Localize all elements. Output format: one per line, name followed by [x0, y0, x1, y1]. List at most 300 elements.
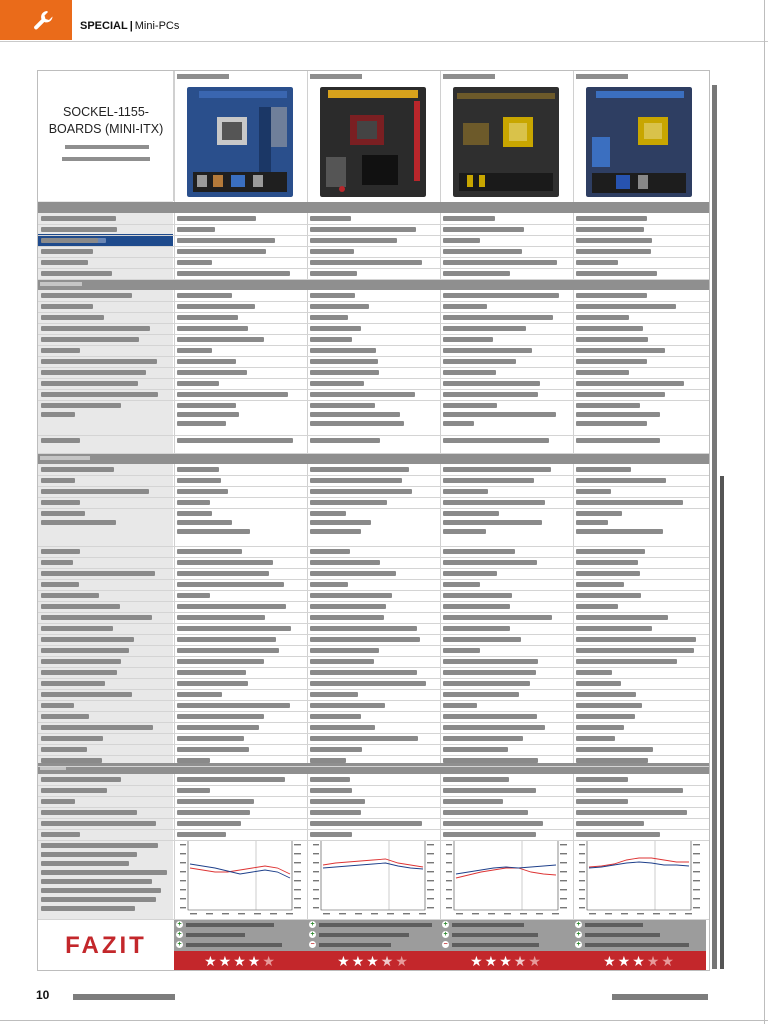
- text-placeholder: [310, 648, 379, 653]
- text-placeholder: [177, 529, 250, 534]
- graph-tick-label: [427, 889, 434, 890]
- column-divider: [307, 201, 308, 919]
- text-placeholder: [41, 626, 113, 631]
- row-divider: [38, 378, 710, 379]
- graph-tick-label: [536, 913, 543, 914]
- text-placeholder: [576, 381, 684, 386]
- text-placeholder: [41, 637, 134, 642]
- graph-tick-label: [669, 913, 676, 914]
- text-placeholder: [310, 615, 384, 620]
- text-placeholder: [41, 560, 73, 565]
- text-placeholder: [41, 304, 93, 309]
- text-placeholder: [443, 615, 552, 620]
- text-placeholder: [177, 478, 221, 483]
- text-placeholder: [41, 348, 80, 353]
- graph-tick-label: [323, 913, 330, 914]
- text-placeholder: [319, 943, 391, 947]
- graph-tick-label: [180, 898, 186, 899]
- text-placeholder: [177, 337, 264, 342]
- graph-tick-label: [504, 913, 511, 914]
- verdict-point: [174, 920, 307, 930]
- text-placeholder: [177, 238, 275, 243]
- star-icon: ★: [603, 953, 618, 969]
- text-placeholder: [576, 511, 622, 516]
- graph-tick-label: [294, 844, 301, 845]
- graph-tick-label: [446, 889, 452, 890]
- text-placeholder: [41, 359, 157, 364]
- performance-graph: [444, 838, 568, 918]
- text-placeholder: [177, 714, 264, 719]
- text-placeholder: [41, 843, 139, 848]
- row-divider: [38, 623, 710, 624]
- verdict-point: [307, 920, 440, 930]
- product-header: [440, 71, 573, 201]
- graph-tick-label: [579, 898, 585, 899]
- text-placeholder: [443, 271, 510, 276]
- graph-tick-label: [579, 871, 585, 872]
- graph-tick-label: [313, 898, 319, 899]
- product-name: [576, 74, 628, 79]
- text-placeholder: [177, 593, 210, 598]
- text-placeholder: [443, 238, 480, 243]
- graph-tick-label: [294, 880, 301, 881]
- text-placeholder: [310, 529, 361, 534]
- text-placeholder: [585, 943, 689, 947]
- text-placeholder: [177, 659, 264, 664]
- text-placeholder: [177, 467, 219, 472]
- graph-tick-label: [446, 844, 452, 845]
- star-icon: ★: [247, 953, 263, 969]
- text-placeholder: [443, 370, 496, 375]
- text-placeholder: [576, 703, 642, 708]
- text-placeholder: [576, 788, 683, 793]
- text-placeholder: [443, 359, 516, 364]
- row-divider: [38, 601, 710, 602]
- column-divider: [573, 201, 574, 919]
- row-divider: [38, 224, 710, 225]
- footer-bar: [73, 994, 175, 1000]
- graph-tick-label: [313, 844, 319, 845]
- text-placeholder: [443, 810, 528, 815]
- graph-tick-label: [180, 871, 186, 872]
- graph-tick-label: [294, 898, 301, 899]
- row-divider: [38, 557, 710, 558]
- star-icon: ★: [646, 953, 662, 969]
- text-placeholder: [443, 249, 522, 254]
- text-placeholder: [177, 381, 219, 386]
- text-placeholder: [443, 348, 532, 353]
- text-placeholder: [41, 271, 112, 276]
- text-placeholder: [41, 478, 75, 483]
- text-placeholder: [443, 500, 545, 505]
- text-placeholder: [576, 571, 640, 576]
- page-number: 10: [36, 988, 50, 1002]
- text-placeholder: [576, 758, 648, 763]
- text-placeholder: [443, 692, 519, 697]
- star-icon: ★: [380, 953, 396, 969]
- section-header-row: [38, 453, 710, 464]
- text-placeholder: [310, 571, 396, 576]
- text-placeholder: [177, 560, 273, 565]
- text-placeholder: [310, 304, 369, 309]
- text-placeholder: [177, 216, 256, 221]
- graph-tick-label: [270, 913, 277, 914]
- header-rule: [0, 41, 768, 42]
- text-placeholder: [41, 260, 88, 265]
- performance-graph: [178, 838, 302, 918]
- row-divider: [38, 257, 710, 258]
- text-placeholder: [177, 626, 291, 631]
- text-placeholder: [41, 326, 150, 331]
- text-placeholder: [576, 777, 628, 782]
- text-placeholder: [576, 403, 640, 408]
- graph-tick-label: [313, 853, 319, 854]
- row-divider: [38, 301, 710, 302]
- text-placeholder: [443, 571, 497, 576]
- performance-graph: [577, 838, 701, 918]
- text-placeholder: [177, 227, 215, 232]
- row-divider: [38, 829, 710, 830]
- graph-tick-label: [294, 907, 301, 908]
- plus-icon: +: [576, 931, 581, 938]
- text-placeholder: [41, 582, 79, 587]
- star-rating: [174, 951, 307, 971]
- text-placeholder: [310, 227, 416, 232]
- graph-tick-label: [560, 907, 567, 908]
- verdict-label: FAZIT: [65, 932, 147, 959]
- text-placeholder: [576, 821, 644, 826]
- page-edge-right: [764, 0, 765, 1024]
- graph-tick-label: [238, 913, 245, 914]
- graph-tick-label: [560, 880, 567, 881]
- text-placeholder: [443, 560, 537, 565]
- graph-tick-label: [693, 844, 700, 845]
- section-label: [40, 282, 82, 286]
- text-placeholder: [576, 216, 647, 221]
- text-placeholder: [310, 370, 379, 375]
- graph-tick-label: [488, 913, 495, 914]
- graph-tick-label: [579, 907, 585, 908]
- column-divider: [440, 201, 441, 919]
- text-placeholder: [576, 832, 660, 837]
- text-placeholder: [177, 604, 286, 609]
- comparison-table: [37, 70, 710, 971]
- text-placeholder: [177, 520, 232, 525]
- star-icon: ★: [395, 953, 410, 969]
- text-placeholder: [41, 549, 80, 554]
- text-placeholder: [310, 392, 415, 397]
- row-divider: [38, 235, 710, 236]
- text-placeholder: [310, 692, 358, 697]
- text-placeholder: [310, 337, 352, 342]
- text-placeholder: [576, 670, 612, 675]
- text-placeholder: [177, 392, 288, 397]
- verdict-column: [440, 919, 573, 971]
- star-icon: ★: [351, 953, 367, 969]
- text-placeholder: [443, 725, 545, 730]
- text-placeholder: [177, 359, 236, 364]
- product-name: [443, 74, 495, 79]
- graph-tick-label: [294, 889, 301, 890]
- text-placeholder: [41, 888, 161, 893]
- text-placeholder: [41, 648, 129, 653]
- minus-icon: −: [310, 941, 315, 948]
- text-placeholder: [310, 777, 350, 782]
- text-placeholder: [576, 370, 629, 375]
- side-bar: [720, 476, 724, 969]
- text-placeholder: [443, 681, 530, 686]
- text-placeholder: [576, 520, 608, 525]
- graph-tick-label: [560, 844, 567, 845]
- text-placeholder: [41, 747, 87, 752]
- text-placeholder: [310, 216, 351, 221]
- text-placeholder: [177, 703, 290, 708]
- text-placeholder: [41, 714, 89, 719]
- text-placeholder: [443, 337, 493, 342]
- text-placeholder: [443, 659, 538, 664]
- text-placeholder: [576, 799, 628, 804]
- text-placeholder: [177, 421, 226, 426]
- text-placeholder: [41, 788, 107, 793]
- graph-tick-label: [254, 913, 261, 914]
- star-icon: ★: [632, 953, 647, 969]
- text-placeholder: [41, 315, 104, 320]
- text-placeholder: [310, 381, 364, 386]
- text-placeholder: [443, 747, 508, 752]
- graph-series-red: [190, 866, 290, 874]
- text-placeholder: [576, 249, 651, 254]
- text-placeholder: [41, 403, 121, 408]
- text-placeholder: [41, 615, 152, 620]
- row-divider: [38, 246, 710, 247]
- text-placeholder: [576, 500, 683, 505]
- text-placeholder: [41, 736, 103, 741]
- text-placeholder: [310, 788, 352, 793]
- star-rating: [440, 951, 573, 971]
- text-placeholder: [41, 370, 146, 375]
- plus-icon: +: [310, 931, 315, 938]
- text-placeholder: [576, 725, 624, 730]
- plus-icon: +: [443, 921, 448, 928]
- text-placeholder: [186, 923, 274, 927]
- text-placeholder: [576, 681, 621, 686]
- text-placeholder: [310, 293, 355, 298]
- text-placeholder: [310, 315, 348, 320]
- plus-icon: +: [443, 931, 448, 938]
- graph-tick-label: [560, 853, 567, 854]
- plus-icon: +: [177, 941, 182, 948]
- graph-tick-label: [579, 862, 585, 863]
- star-icon: ★: [218, 953, 234, 969]
- graph-tick-label: [371, 913, 378, 914]
- text-placeholder: [177, 810, 250, 815]
- graph-tick-label: [387, 913, 394, 914]
- text-placeholder: [576, 359, 647, 364]
- text-placeholder: [310, 478, 402, 483]
- section-header-row: [38, 202, 710, 213]
- graph-tick-label: [427, 907, 434, 908]
- star-icon: ★: [262, 953, 277, 969]
- text-placeholder: [443, 714, 537, 719]
- text-placeholder: [443, 260, 557, 265]
- graph-series-red: [589, 858, 689, 867]
- text-placeholder: [310, 832, 352, 837]
- row-divider: [38, 807, 710, 808]
- text-placeholder: [177, 799, 254, 804]
- graph-tick-label: [560, 898, 567, 899]
- graph-tick-label: [313, 889, 319, 890]
- verdict-cell: [38, 919, 174, 971]
- section-header-row: [38, 279, 710, 290]
- text-placeholder: [177, 438, 293, 443]
- graph-series-blue: [323, 863, 423, 869]
- text-placeholder: [41, 571, 155, 576]
- text-placeholder: [41, 670, 117, 675]
- text-placeholder: [310, 238, 397, 243]
- section-label: SPECIAL: [80, 20, 128, 32]
- plus-icon: +: [576, 941, 581, 948]
- graph-tick-label: [579, 853, 585, 854]
- section-header-row: [38, 763, 710, 774]
- graph-tick-label: [653, 913, 660, 914]
- text-placeholder: [443, 304, 487, 309]
- star-icon: ★: [337, 953, 352, 969]
- text-placeholder: [443, 315, 553, 320]
- text-placeholder: [177, 271, 290, 276]
- star-icon: ★: [528, 953, 543, 969]
- text-placeholder: [443, 421, 474, 426]
- row-divider: [38, 818, 710, 819]
- text-placeholder: [576, 529, 663, 534]
- text-placeholder: [443, 626, 510, 631]
- motherboard-image: [586, 87, 692, 197]
- verdict-point: [573, 930, 706, 940]
- graph-axes: [188, 841, 292, 910]
- text-placeholder: [443, 438, 549, 443]
- text-placeholder: [443, 489, 488, 494]
- text-placeholder: [443, 529, 486, 534]
- text-placeholder: [177, 249, 266, 254]
- text-placeholder: [443, 593, 512, 598]
- graph-tick-label: [294, 853, 301, 854]
- row-divider: [38, 796, 710, 797]
- text-placeholder: [310, 637, 420, 642]
- graph-tick-label: [693, 898, 700, 899]
- product-name: [310, 74, 362, 79]
- graph-tick-label: [294, 862, 301, 863]
- text-placeholder: [576, 692, 636, 697]
- text-placeholder: [310, 670, 417, 675]
- text-placeholder: [310, 560, 380, 565]
- text-placeholder: [576, 615, 668, 620]
- graph-tick-label: [446, 853, 452, 854]
- text-placeholder: [177, 821, 241, 826]
- text-placeholder: [41, 500, 80, 505]
- text-placeholder: [443, 788, 536, 793]
- text-placeholder: [41, 659, 121, 664]
- text-placeholder: [41, 681, 105, 686]
- text-placeholder: [443, 736, 523, 741]
- star-rating: [573, 951, 706, 971]
- text-placeholder: [310, 511, 346, 516]
- text-placeholder: [177, 637, 276, 642]
- graph-tick-label: [446, 898, 452, 899]
- text-placeholder: [177, 489, 228, 494]
- text-placeholder: [452, 943, 539, 947]
- text-placeholder: [443, 777, 509, 782]
- text-placeholder: [177, 571, 269, 576]
- text-placeholder: [41, 249, 93, 254]
- text-placeholder: [177, 293, 232, 298]
- plus-icon: +: [177, 921, 182, 928]
- row-divider: [38, 785, 710, 786]
- text-placeholder: [41, 821, 156, 826]
- row-divider: [38, 919, 710, 920]
- row-divider: [38, 579, 710, 580]
- text-placeholder: [443, 520, 542, 525]
- row-divider: [38, 645, 710, 646]
- graph-tick-label: [419, 913, 426, 914]
- text-placeholder: [443, 467, 551, 472]
- text-placeholder: [41, 832, 80, 837]
- column-divider: [174, 201, 175, 919]
- performance-graph: [311, 838, 435, 918]
- text-placeholder: [41, 777, 121, 782]
- text-placeholder: [310, 421, 404, 426]
- text-placeholder: [177, 615, 265, 620]
- graph-tick-label: [180, 889, 186, 890]
- wrench-icon: [32, 9, 54, 31]
- graph-tick-label: [579, 844, 585, 845]
- row-divider: [38, 356, 710, 357]
- verdict-point: [573, 940, 706, 950]
- text-placeholder: [310, 810, 361, 815]
- text-placeholder: [177, 788, 210, 793]
- graph-tick-label: [313, 862, 319, 863]
- row-divider: [38, 435, 710, 436]
- row-divider: [38, 733, 710, 734]
- graph-tick-label: [427, 880, 434, 881]
- section-separator: |: [129, 20, 133, 32]
- text-placeholder: [310, 703, 385, 708]
- verdict-point: [440, 930, 573, 940]
- text-placeholder: [310, 403, 375, 408]
- graph-tick-label: [427, 853, 434, 854]
- text-placeholder: [41, 879, 152, 884]
- graph-tick-label: [427, 862, 434, 863]
- graph-tick-label: [222, 913, 229, 914]
- text-placeholder: [576, 467, 631, 472]
- text-placeholder: [443, 216, 495, 221]
- graph-tick-label: [180, 844, 186, 845]
- row-divider: [38, 840, 710, 841]
- text-placeholder: [576, 238, 652, 243]
- row-divider: [38, 367, 710, 368]
- row-divider: [38, 475, 710, 476]
- graph-tick-label: [446, 862, 452, 863]
- graph-series-red: [323, 859, 423, 867]
- motherboard-image: [453, 87, 559, 197]
- text-placeholder: [41, 725, 153, 730]
- text-placeholder: [310, 747, 362, 752]
- text-placeholder: [41, 799, 75, 804]
- text-placeholder: [177, 511, 212, 516]
- graph-axes: [321, 841, 425, 910]
- text-placeholder: [443, 821, 543, 826]
- text-placeholder: [41, 906, 135, 911]
- text-placeholder: [186, 943, 282, 947]
- text-placeholder: [443, 637, 521, 642]
